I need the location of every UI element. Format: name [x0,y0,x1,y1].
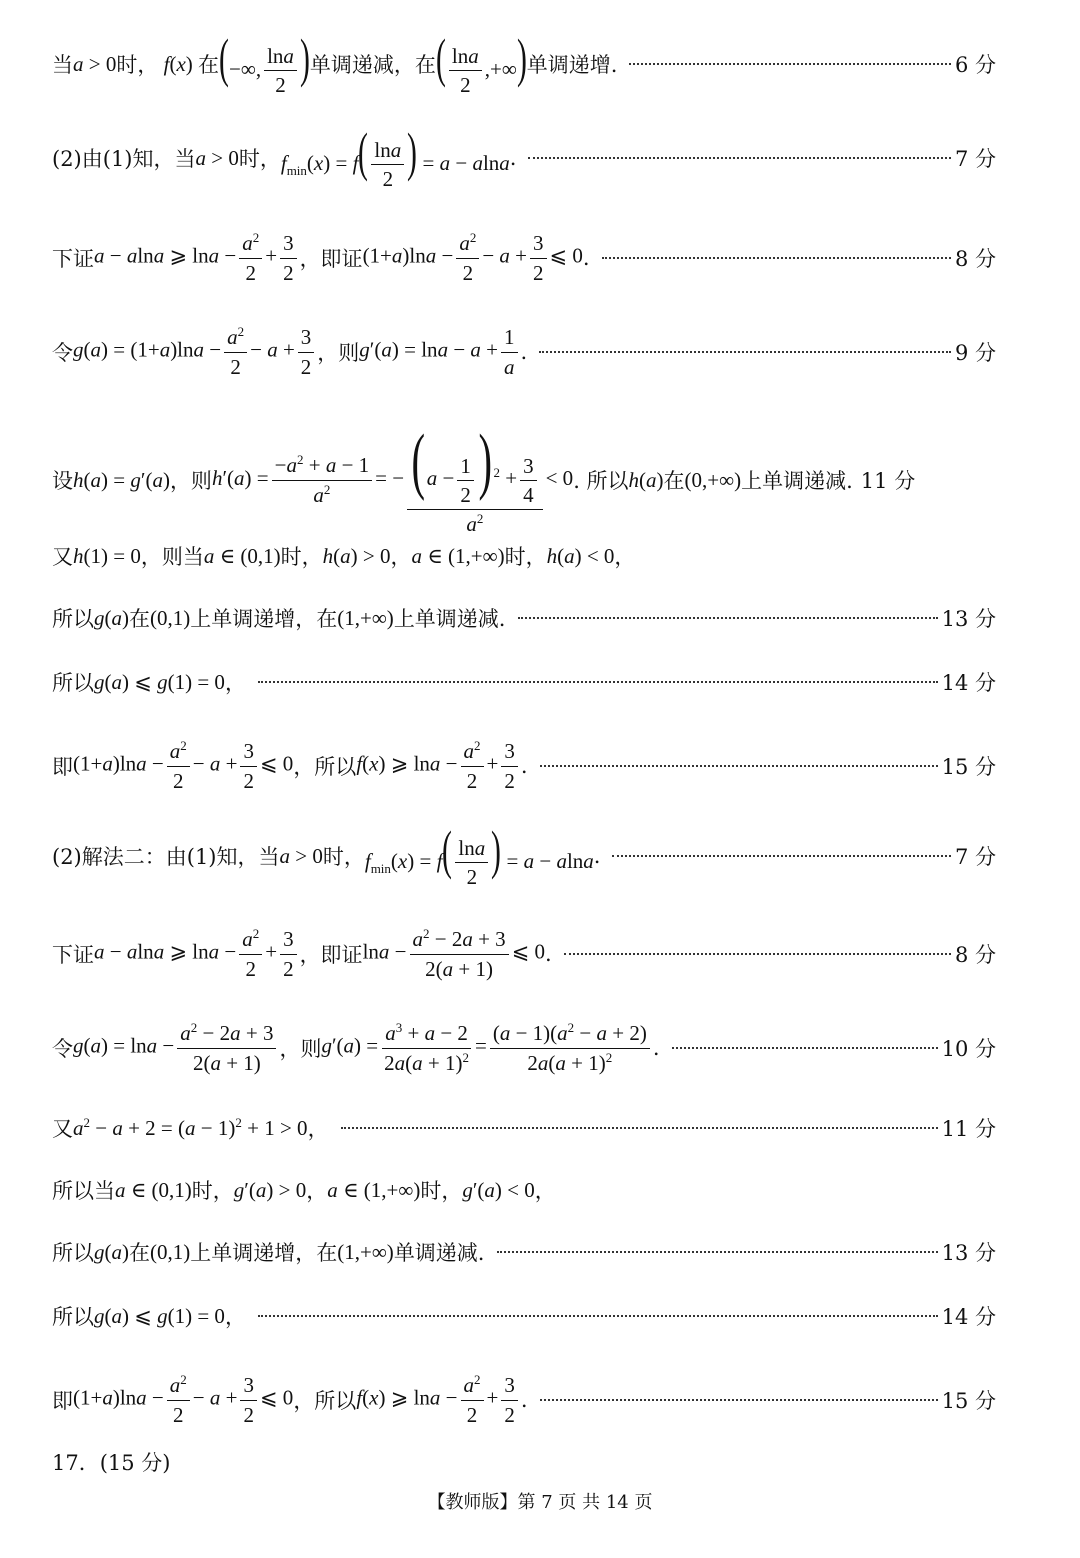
page-footer: 【教师版】第 7 页 共 14 页 [427,1492,653,1513]
solution-line-3: 下证 a − alna ⩾ lna − $\frac{a^2}{2}$ + $\frac{3}{2}$ ，即证 (1+a)lna − $\frac{a^2}{2}$ − a + $\frac{3}{2}$ ⩽ 0 . 8 分 [52,230,996,285]
question-number: 17．(15 分) [52,1451,171,1475]
score-label: 7 分 [954,147,996,171]
score-label: 14 分 [941,671,996,695]
score-label: 6 分 [954,53,996,77]
solution-line-5: 设 h(a) = g′(a) ，则 h′(a) = $\frac{-a^2 + a - 1}{a^2}$ = − (a − $\frac{1}{2}$ ) $^2$ + $\frac{3}{4}$ $a^2$ < 0 . 所以 h(a) 在 (0,+∞) 上单调递减. 11 分 [52,420,916,536]
solution-line-2: (2)由(1)知，当 a > 0 时， $f_{min}(x) = f$( $\frac{\ln a}{2}$ ) = a − alna . 7 分 [52,121,996,192]
solution-line-1: 当 a > 0 时， f(x) 在 (−∞, $\frac{\ln a}{2}$ ) 单调递减，在 ( $\frac{\ln a}{2}$ ,+∞) 单调递增. 6 分 [52,27,996,98]
score-label: 15 分 [941,1389,996,1413]
dotted-leader [564,953,951,955]
solution-line-16: 所以 g(a) ⩽ g(1) = 0 ， 14 分 [52,1298,996,1334]
solution-line-11: 下证 a − alna ⩾ lna − $\frac{a^2}{2}$ + $\frac{3}{2}$ ，即证 lna − $\frac{a^2 - 2a + 3}{2(a + 1)}$ ⩽ 0 . 8 分 [52,926,996,981]
question-heading [52,1444,996,1480]
score-label: 14 分 [941,1305,996,1329]
dotted-leader [672,1047,938,1049]
score-label: 7 分 [954,845,996,869]
dotted-leader [602,257,951,259]
dotted-leader [497,1251,938,1253]
dotted-leader [258,1315,938,1317]
score-label: 10 分 [941,1037,996,1061]
dotted-leader [540,1399,938,1401]
score-label: 13 分 [941,607,996,631]
dotted-leader [341,1127,938,1129]
dotted-leader [539,351,951,353]
score-label: 8 分 [954,943,996,967]
score-label: 8 分 [954,247,996,271]
dotted-leader [612,855,950,857]
solution-line-10: (2)解法二：由(1)知，当 a > 0 时， $f_{min}(x) = f$( $\frac{\ln a}{2}$ ) = a − alna . 7 分 [52,819,996,890]
solution-line-13: 又 $a^2 - a + 2 = (a - 1)^2 + 1 > 0$ ， 11 分 [52,1115,996,1141]
solution-line-8: 所以 g(a) ⩽ g(1) = 0 ， 14 分 [52,664,996,700]
solution-line-7: 所以 g(a) 在 (0,1) 上单调递增，在 (1,+∞) 上单调递减. 13 分 [52,600,996,636]
solution-line-6: 又 h(1) = 0 ，则当 a ∈ (0,1) 时， h(a) > 0 ， a ∈ (1,+∞) 时， h(a) < 0 ， [52,543,636,569]
solution-line-9: 即 (1+a)lna − $\frac{a^2}{2}$ − a + $\frac{3}{2}$ ⩽ 0 ，所以 f(x) ⩾ lna − $\frac{a^2}{2}$ + $\frac{3}{2}$ . 15 分 [52,738,996,793]
dotted-leader [528,157,950,159]
solution-line-12: 令 g(a) = lna − $\frac{a^2 - 2a + 3}{2(a + 1)}$ ，则 g′(a) = $\frac{a^3 + a - 2}{2a(a + 1)^2}$ = $\frac{(a - 1)(a^2 - a + 2)}{2a(a + 1)^2}$ . 10 分 [52,1020,996,1075]
solution-line-17: 即 (1+a)lna − $\frac{a^2}{2}$ − a + $\frac{3}{2}$ ⩽ 0 ，所以 f(x) ⩾ lna − $\frac{a^2}{2}$ + $\frac{3}{2}$ . 15 分 [52,1372,996,1427]
score-label: 11 分 [860,469,916,493]
dotted-leader [258,681,938,683]
dotted-leader [540,765,938,767]
solution-line-14: 所以当 a ∈ (0,1) 时， g′(a) > 0 ， a ∈ (1,+∞) 时， g′(a) < 0 ， [52,1177,556,1203]
solution-line-4: 令 g(a) = (1+a)lna − $\frac{a^2}{2}$ − a + $\frac{3}{2}$ ，则 g′(a) = lna − a + $\frac{1}{a}$ . 9 分 [52,324,996,379]
score-label: 15 分 [941,755,996,779]
score-label: 11 分 [941,1117,996,1141]
dotted-leader [518,617,938,619]
score-label: 13 分 [941,1241,996,1265]
score-label: 9 分 [954,341,996,365]
dotted-leader [629,63,950,65]
solution-line-15: 所以 g(a) 在 (0,1) 上单调递增，在 (1,+∞) 单调递减. 13 分 [52,1234,996,1270]
